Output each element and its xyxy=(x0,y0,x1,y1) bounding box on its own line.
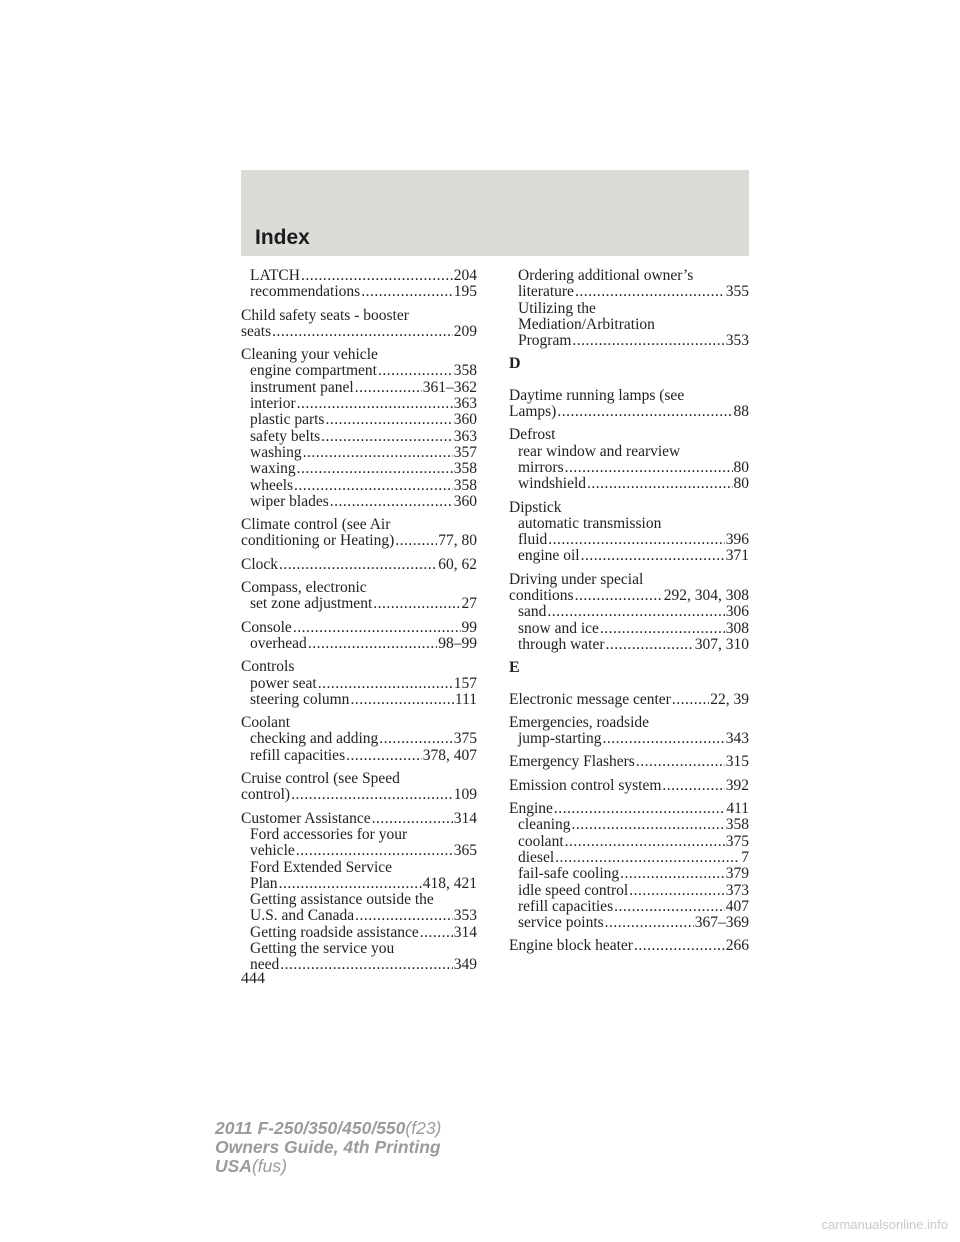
index-term: Ford accessories for your xyxy=(250,825,408,843)
watermark: carmanualsonline.info xyxy=(821,1217,948,1232)
index-entry xyxy=(509,427,749,492)
dot-leader xyxy=(330,494,453,510)
index-subentry-line xyxy=(241,284,477,300)
index-entry-line xyxy=(241,347,477,363)
index-entry-line xyxy=(241,811,477,827)
dot-leader xyxy=(373,596,460,612)
index-entry xyxy=(241,771,477,804)
index-term: Ford Extended Service xyxy=(250,858,393,876)
index-subentry-line xyxy=(241,860,477,876)
index-term: waxing xyxy=(250,460,296,478)
index-term: Dipstick xyxy=(509,498,562,516)
index-term: safety belts xyxy=(250,427,321,445)
index-page-ref: 371 xyxy=(725,547,749,565)
dot-leader xyxy=(296,843,453,859)
index-subentry-line xyxy=(241,412,477,428)
index-subentry-line xyxy=(509,268,749,284)
index-entry xyxy=(241,715,477,764)
index-term: Engine block heater xyxy=(509,937,633,955)
index-entry xyxy=(509,500,749,565)
dot-leader xyxy=(581,548,725,564)
index-subentry-line xyxy=(509,516,749,532)
dot-leader xyxy=(346,748,422,764)
index-subentry-line xyxy=(509,915,749,931)
index-page-ref: 367–369 xyxy=(694,914,749,932)
index-entry-line xyxy=(241,557,477,573)
index-term: conditions xyxy=(509,587,574,605)
index-subentry-line xyxy=(241,461,477,477)
index-term: control) xyxy=(241,786,291,804)
index-subentry-line xyxy=(241,676,477,692)
index-page-ref: 363 xyxy=(453,427,477,445)
dot-leader xyxy=(378,363,453,379)
dot-leader xyxy=(350,692,453,708)
index-entry-line xyxy=(509,715,749,731)
index-subentry-line xyxy=(241,925,477,941)
index-page-ref: 411 xyxy=(726,800,749,818)
index-page-ref: 27 xyxy=(461,595,477,613)
index-subentry-line xyxy=(509,548,749,564)
index-page-ref: 373 xyxy=(725,881,749,899)
index-entry xyxy=(509,572,749,653)
index-term: refill capacities xyxy=(518,897,614,915)
dot-leader xyxy=(321,429,453,445)
index-term: Electronic message center xyxy=(509,690,671,708)
index-term: Engine xyxy=(509,800,553,818)
index-term: Customer Assistance xyxy=(241,809,371,827)
index-term: wiper blades xyxy=(250,492,329,510)
index-subentry-line xyxy=(509,460,749,476)
dot-leader xyxy=(634,938,725,954)
dot-leader xyxy=(355,380,422,396)
index-term: Plan xyxy=(250,874,278,892)
dot-leader xyxy=(303,445,453,461)
index-entry-line xyxy=(241,308,477,324)
index-term: LATCH xyxy=(250,267,300,284)
index-page-ref: 378, 407 xyxy=(422,746,477,764)
index-entry xyxy=(509,938,749,954)
index-term: Cruise control (see Speed xyxy=(241,770,400,788)
index-term: automatic transmission xyxy=(518,514,662,532)
index-entry xyxy=(241,580,477,613)
index-page-ref: 358 xyxy=(725,816,749,834)
index-entry-line xyxy=(509,388,749,404)
index-page-ref: 375 xyxy=(453,730,477,748)
dot-leader xyxy=(606,637,694,653)
index-term: steering column xyxy=(250,690,350,708)
index-page-ref: 109 xyxy=(453,786,477,804)
index-entry-line xyxy=(509,754,749,770)
index-subentry-line xyxy=(509,444,749,460)
index-term: Console xyxy=(241,618,292,636)
index-term: Driving under special xyxy=(509,570,644,588)
index-entry xyxy=(509,754,749,770)
index-entry xyxy=(241,811,477,974)
index-term: vehicle xyxy=(250,842,295,860)
index-entry xyxy=(241,620,477,653)
index-term: sand xyxy=(518,603,547,621)
index-subentry-line xyxy=(241,941,477,957)
section-header xyxy=(241,170,749,256)
index-term: interior xyxy=(250,395,296,413)
index-page-ref: 80 xyxy=(733,475,749,493)
index-page-ref: 315 xyxy=(725,753,749,771)
dot-leader xyxy=(279,557,437,573)
dot-leader xyxy=(614,899,725,915)
index-term: set zone adjustment xyxy=(250,595,373,613)
index-term: checking and adding xyxy=(250,730,379,748)
dot-leader xyxy=(325,412,452,428)
index-page-ref: 360 xyxy=(453,411,477,429)
dot-leader xyxy=(308,636,437,652)
index-page-ref: 343 xyxy=(725,730,749,748)
index-entry xyxy=(509,692,749,708)
index-entry-line xyxy=(241,620,477,636)
dot-leader xyxy=(672,692,709,708)
index-subentry-line xyxy=(241,731,477,747)
index-entry xyxy=(241,268,477,301)
index-term: through water xyxy=(518,635,605,653)
index-subentry-line xyxy=(241,494,477,510)
dot-leader xyxy=(554,801,725,817)
index-entry xyxy=(241,517,477,550)
index-page-ref: 195 xyxy=(453,283,477,301)
index-term: Emergency Flashers xyxy=(509,753,635,771)
index-term: need xyxy=(250,956,280,974)
index-entry xyxy=(241,659,477,708)
dot-leader xyxy=(279,876,422,892)
index-subentry-line xyxy=(509,883,749,899)
index-subentry-line xyxy=(241,268,477,284)
index-page-ref: 358 xyxy=(453,476,477,494)
dot-leader xyxy=(547,604,724,620)
index-entry-line xyxy=(509,778,749,794)
index-term: conditioning or Heating) xyxy=(241,532,395,550)
index-entry xyxy=(241,347,477,510)
index-page-ref: 307, 310 xyxy=(694,635,749,653)
index-subentry-line xyxy=(509,532,749,548)
index-term: literature xyxy=(518,283,574,301)
index-page-ref: 363 xyxy=(453,395,477,413)
index-page-ref: 355 xyxy=(725,283,749,301)
index-entry-line xyxy=(241,533,477,549)
dot-leader xyxy=(294,478,453,494)
index-entry-line xyxy=(509,588,749,604)
index-subentry-line xyxy=(241,748,477,764)
index-page-ref: 98–99 xyxy=(438,634,477,652)
index-page-ref: 375 xyxy=(725,832,749,850)
index-subentry-line xyxy=(241,445,477,461)
index-term: engine compartment xyxy=(250,362,377,380)
index-subentry-line xyxy=(509,850,749,866)
dot-leader xyxy=(301,268,453,284)
index-subentry-line xyxy=(241,843,477,859)
index-page-ref: 353 xyxy=(725,332,749,350)
dot-leader xyxy=(636,754,725,770)
dot-leader xyxy=(600,621,725,637)
index-entry-line xyxy=(241,517,477,533)
index-entry-line xyxy=(241,771,477,787)
index-term: seats xyxy=(241,322,272,340)
index-term: Climate control (see Air xyxy=(241,516,391,534)
index-page-ref: 22, 39 xyxy=(710,690,749,708)
index-term: Compass, electronic xyxy=(241,579,367,597)
index-term: jump-starting xyxy=(518,730,602,748)
index-page-ref: 396 xyxy=(725,531,749,549)
index-term: plastic parts xyxy=(250,411,325,429)
index-subentry-line xyxy=(241,892,477,908)
dot-leader xyxy=(565,834,725,850)
dot-leader xyxy=(575,588,663,604)
index-page-ref: 379 xyxy=(725,865,749,883)
index-term: wheels xyxy=(250,476,294,494)
index-term: overhead xyxy=(250,634,307,652)
index-entry xyxy=(509,388,749,421)
index-subentry-line xyxy=(241,636,477,652)
dot-leader xyxy=(629,883,725,899)
index-term: U.S. and Canada xyxy=(250,907,355,925)
index-entry-line xyxy=(509,427,749,443)
dot-leader xyxy=(555,850,740,866)
index-page-ref: 111 xyxy=(454,690,477,708)
index-page-ref: 306 xyxy=(725,603,749,621)
index-term: Getting the service you xyxy=(250,939,395,957)
dot-leader xyxy=(575,284,725,300)
index-column-right xyxy=(509,268,749,962)
index-subentry-line xyxy=(241,692,477,708)
dot-leader xyxy=(548,532,724,548)
index-subentry-line xyxy=(509,604,749,620)
dot-leader xyxy=(293,620,461,636)
index-term: engine oil xyxy=(518,547,580,565)
index-entry-line xyxy=(509,404,749,420)
index-term: Child safety seats - booster xyxy=(241,306,409,324)
index-term: idle speed control xyxy=(518,881,629,899)
index-term: Controls xyxy=(241,658,295,676)
index-term: fail-safe cooling xyxy=(518,865,620,883)
index-page-ref: 361–362 xyxy=(422,378,477,396)
index-subentry-line xyxy=(241,429,477,445)
index-term: mirrors xyxy=(518,458,564,476)
index-subentry-line xyxy=(241,908,477,924)
index-term: Defrost xyxy=(509,426,556,444)
index-page-ref: 157 xyxy=(453,674,477,692)
dot-leader xyxy=(318,676,453,692)
index-term: Lamps) xyxy=(509,403,557,421)
index-page-ref: 266 xyxy=(725,937,749,955)
index-page-ref: 314 xyxy=(453,923,477,941)
index-page-ref: 292, 304, 308 xyxy=(663,587,749,605)
dot-leader xyxy=(662,778,724,794)
index-term: power seat xyxy=(250,674,317,692)
dot-leader xyxy=(565,460,733,476)
index-page-ref: 88 xyxy=(733,403,749,421)
index-entry-line xyxy=(241,324,477,340)
index-entry-line xyxy=(241,659,477,675)
index-subentry-line xyxy=(241,396,477,412)
index-term: Utilizing the xyxy=(518,299,596,317)
index-subentry-line xyxy=(241,957,477,973)
index-subentry-line xyxy=(509,866,749,882)
index-subentry-line xyxy=(241,363,477,379)
index-letter-heading: E xyxy=(509,659,520,677)
section-title: Index xyxy=(255,226,310,249)
index-entry xyxy=(509,778,749,794)
index-entry xyxy=(241,557,477,573)
dot-leader xyxy=(297,396,453,412)
index-term: instrument panel xyxy=(250,378,354,396)
index-term: Emission control system xyxy=(509,776,662,794)
index-subentry-line xyxy=(509,317,749,333)
index-page-ref: 353 xyxy=(453,907,477,925)
index-subentry-line xyxy=(509,476,749,492)
index-page-ref: 80 xyxy=(733,458,749,476)
index-term: Program xyxy=(518,332,572,350)
index-subentry-line xyxy=(509,817,749,833)
index-letter-heading: D xyxy=(509,355,521,373)
index-term: Ordering additional owner’s xyxy=(518,267,694,284)
index-entry xyxy=(509,715,749,748)
index-subentry-line xyxy=(509,731,749,747)
dot-leader xyxy=(355,908,453,924)
dot-leader xyxy=(620,866,725,882)
dot-leader xyxy=(379,731,452,747)
index-entry-line xyxy=(509,692,749,708)
index-subentry-line xyxy=(241,596,477,612)
index-term: service points xyxy=(518,914,604,932)
dot-leader xyxy=(420,925,453,941)
dot-leader xyxy=(297,461,453,477)
dot-leader xyxy=(603,731,725,747)
index-page-ref: 392 xyxy=(725,776,749,794)
index-term: Cleaning your vehicle xyxy=(241,346,378,364)
index-page-ref: 360 xyxy=(453,492,477,510)
footer-line-1: 2011 F-250/350/450/550(f23) xyxy=(215,1118,442,1138)
index-page-ref: 209 xyxy=(453,322,477,340)
index-entry xyxy=(241,308,477,341)
index-page-ref: 358 xyxy=(453,460,477,478)
index-page-ref: 204 xyxy=(453,267,477,284)
index-entry-line xyxy=(509,938,749,954)
index-subentry-line xyxy=(509,333,749,349)
index-page-ref: 7 xyxy=(741,848,749,866)
index-term: Daytime running lamps (see xyxy=(509,386,685,404)
index-subentry-line xyxy=(241,380,477,396)
dot-leader xyxy=(291,787,453,803)
index-entry-line xyxy=(509,500,749,516)
dot-leader xyxy=(572,817,725,833)
dot-leader xyxy=(587,476,732,492)
index-term: recommendations xyxy=(250,283,361,301)
index-page-ref: 349 xyxy=(453,956,477,974)
index-entry-line xyxy=(241,715,477,731)
dot-leader xyxy=(361,284,453,300)
index-term: coolant xyxy=(518,832,564,850)
index-page-ref: 365 xyxy=(453,842,477,860)
index-term: Getting assistance outside the xyxy=(250,891,434,909)
index-subentry-line xyxy=(241,827,477,843)
index-term: rear window and rearview xyxy=(518,442,681,460)
page-number: 444 xyxy=(241,970,265,987)
dot-leader xyxy=(272,324,453,340)
index-entry-line xyxy=(509,801,749,817)
index-term: Getting roadside assistance xyxy=(250,923,419,941)
index-term: windshield xyxy=(518,475,587,493)
index-page-ref: 60, 62 xyxy=(438,555,477,573)
index-page-ref: 99 xyxy=(461,618,477,636)
index-term: Coolant xyxy=(241,714,291,732)
index-page-ref: 77, 80 xyxy=(438,532,477,550)
index-subentry-line xyxy=(241,876,477,892)
index-term: diesel xyxy=(518,848,555,866)
index-page-ref: 308 xyxy=(725,619,749,637)
document-footer xyxy=(215,1119,441,1176)
index-entry-line xyxy=(241,787,477,803)
index-entry-line xyxy=(241,580,477,596)
index-term: washing xyxy=(250,443,302,461)
index-term: refill capacities xyxy=(250,746,346,764)
index-subentry-line xyxy=(509,899,749,915)
index-subentry-line xyxy=(509,834,749,850)
index-subentry-line xyxy=(509,284,749,300)
index-page-ref: 357 xyxy=(453,443,477,461)
index-subentry-line xyxy=(241,478,477,494)
dot-leader xyxy=(372,811,453,827)
dot-leader xyxy=(557,404,732,420)
index-subentry-line xyxy=(509,301,749,317)
index-term: Emergencies, roadside xyxy=(509,713,650,731)
index-term: fluid xyxy=(518,531,548,549)
dot-leader xyxy=(395,533,437,549)
index-page-ref: 407 xyxy=(725,897,749,915)
footer-line-2: Owners Guide, 4th Printing xyxy=(215,1137,441,1157)
index-page-ref: 314 xyxy=(453,809,477,827)
index-term: Mediation/Arbitration xyxy=(518,315,655,333)
index-entry xyxy=(509,268,749,349)
footer-line-3: USA(fus) xyxy=(215,1156,287,1176)
index-page-ref: 418, 421 xyxy=(422,874,477,892)
dot-leader xyxy=(572,333,724,349)
index-subentry-line xyxy=(509,637,749,653)
index-subentry-line xyxy=(509,621,749,637)
dot-leader xyxy=(280,957,452,973)
index-page-ref: 358 xyxy=(453,362,477,380)
index-term: Clock xyxy=(241,555,279,573)
index-column-left xyxy=(241,268,477,981)
index-entry-line xyxy=(509,572,749,588)
index-entry xyxy=(509,801,749,931)
index-term: cleaning xyxy=(518,816,571,834)
index-term: snow and ice xyxy=(518,619,599,637)
dot-leader xyxy=(605,915,694,931)
